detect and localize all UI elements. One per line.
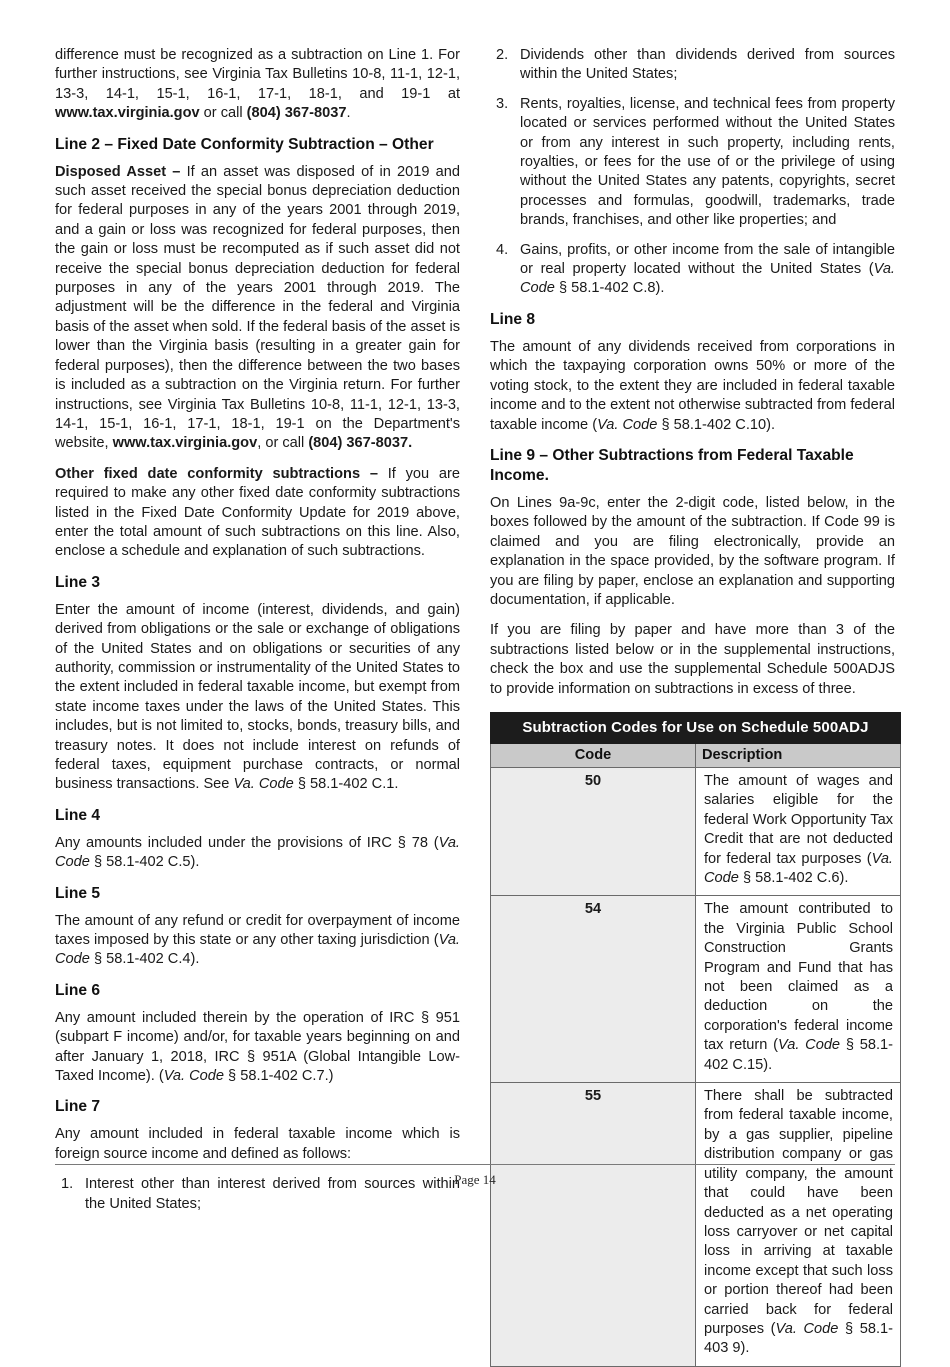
line8-va-code: Va. Code xyxy=(597,416,658,433)
line3-text-a: Enter the amount of income (interest, dividends, and gain) derived from obligations or the sale or exchange of obligations of the United States and on obligations or securities of any authority, commission or instrumentality of the United States to the extent included in federal taxable income, but exempt from state income taxes under the laws of the United States. This includes, but is not limited to, stocks, bonds, treasury bills, and treasury notes. It does not include interest on refunds of federal taxes, equipment purchase contracts, or normal business transactions. See xyxy=(55,601,460,793)
table-row xyxy=(491,767,901,895)
line4-va-code: Va. Code xyxy=(55,834,460,871)
desc-text-b: § 58.1-402 C.15). xyxy=(704,1037,893,1073)
line8-text-a: The amount of any dividends received from corporations in which the taxpaying corporation owns 50% or more of the voting stock, to the extent they are included in federal taxable income and to the extent not otherwise subtracted from federal taxable income ( xyxy=(490,338,895,433)
line5-text-b: § 58.1-402 C.4). xyxy=(89,951,200,968)
column-header-description: Description xyxy=(696,743,901,767)
table-row xyxy=(491,1083,901,1367)
intro-text-1: difference must be recognized as a subtraction on Line 1. For further instructions, see Virginia Tax Bulletins 10-8, 11-1, 12-1, 13-3, 14-1, 15-1, 16-1, 17-1, 18-1, and 19-1 at xyxy=(55,47,460,102)
disposed-asset-label: Disposed Asset – xyxy=(55,163,187,180)
heading-line-5: Line 5 xyxy=(55,884,101,902)
cell-code: 54 xyxy=(491,896,696,1083)
list-item xyxy=(490,46,895,85)
paragraph-line-4 xyxy=(55,834,460,873)
cell-description xyxy=(696,1083,901,1367)
table-row xyxy=(491,896,901,1083)
heading-line-7: Line 7 xyxy=(55,1098,101,1116)
desc-va-code: Va. Code xyxy=(778,1037,841,1054)
cell-code: 55 xyxy=(491,1083,696,1367)
list-item-text-b: § 58.1-402 C.8). xyxy=(554,280,665,297)
desc-text-a: The amount of wages and salaries eligible for the federal Work Opportunity Tax Credit that are not deducted for federal tax purposes ( xyxy=(704,772,893,867)
heading-line-6: Line 6 xyxy=(55,981,101,999)
disposed-asset-text: If an asset was disposed of in 2019 and such asset received the special bonus depreciation deduction for federal purposes in any of the years 2001 through 2019, and a gain or loss was recognized for federal purposes, then the gain or loss must be recomputed as if such asset did not receive the special bonus depreciation deduction for federal purposes in any of the years 2001 through 2019. The adjustment will be the difference in the federal and Virginia basis of the asset when sold. If the federal basis of the asset is lower than the Virginia basis (resulting in a greater gain for federal purposes), then the difference between the two bases is included as a subtraction on the Virginia return. For further instructions, see Virginia Tax Bulletins 10-8, 11-1, 12-1, 13-3, 14-1, 15-1, 16-1, 17-1, 18-1, 19-1 on the Department's website, xyxy=(55,163,460,452)
cell-description xyxy=(696,896,901,1083)
heading-line-9: Line 9 – Other Subtractions from Federal Taxable Income. xyxy=(490,446,854,484)
column-header-code: Code xyxy=(491,743,696,767)
list-item xyxy=(490,95,895,231)
line8-text-b: § 58.1-402 C.10). xyxy=(657,416,776,433)
paragraph-intro xyxy=(55,46,460,124)
paragraph-line-7: Any amount included in federal taxable income which is foreign source income and defined as follows: xyxy=(55,1126,460,1162)
list-item-marker: 2. xyxy=(496,47,509,63)
cell-description xyxy=(696,767,901,895)
list-item xyxy=(490,241,895,299)
table-header-row xyxy=(491,743,901,767)
list-item-text: Interest other than interest derived from sources within the United States; xyxy=(85,1176,460,1212)
paragraph-disposed-asset xyxy=(55,163,460,454)
paragraph-line-9-second: If you are filing by paper and have more than 3 of the subtractions listed below or in the supplemental instructions, check the box and use the supplemental Schedule 500ADJS to provide information on subtractions in excess of three. xyxy=(490,622,895,697)
line6-va-code: Va. Code xyxy=(163,1068,224,1085)
list-item-text: Rents, royalties, license, and technical fees from property located or services performed without the United States or from any interest in such property, including rents, royalties, or fees for the use of or the privilege of using without the United States any patents, copyrights, secret processes and formulas, goodwill, trademarks, trade brands, franchises, and other like properties; and xyxy=(520,95,895,229)
line4-text-a: Any amounts included under the provisions of IRC § 78 ( xyxy=(55,834,439,851)
heading-line-4: Line 4 xyxy=(55,806,101,824)
desc-va-code: Va. Code xyxy=(775,1320,839,1337)
paragraph-line-3 xyxy=(55,601,460,795)
paragraph-line-9-first: On Lines 9a-9c, enter the 2-digit code, listed below, in the boxes followed by the amount of the subtraction. If Code 99 is claimed and you are filing electronically, provide an explanation in the space provided, by the software program. If you are filing by paper, enclose an explanation and supporting documentation, if applicable. xyxy=(490,494,895,608)
other-fdc-label: Other fixed date conformity subtractions – xyxy=(55,465,388,482)
cell-code: 50 xyxy=(491,767,696,895)
table-title-row xyxy=(491,712,901,743)
line4-text-b: § 58.1-402 C.5). xyxy=(89,854,200,871)
intro-text-mid: or call xyxy=(199,105,247,122)
table-title: Subtraction Codes for Use on Schedule 500ADJ xyxy=(491,712,901,743)
line3-va-code: Va. Code xyxy=(233,776,294,793)
list-item-marker: 4. xyxy=(496,241,509,258)
paragraph-other-fdc xyxy=(55,465,460,562)
disposed-asset-phone: (804) 367-8037. xyxy=(308,435,413,452)
list-item-va-code: Va. Code xyxy=(520,261,895,297)
list-item-marker: 3. xyxy=(496,95,509,112)
intro-text-end: . xyxy=(346,105,351,122)
desc-text-a: There shall be subtracted from federal taxable income, by a gas supplier, pipeline distribution company or gas utility company, the amount that could have been deducted as a net operating loss carryover or net capital loss in arriving at taxable income except that such loss or portion thereof had been carried back for federal purposes ( xyxy=(704,1088,893,1337)
page-footer xyxy=(55,1164,895,1188)
intro-phone: (804) 367-8037 xyxy=(246,105,347,122)
intro-website: www.tax.virginia.gov xyxy=(55,105,200,122)
page-number: Page 14 xyxy=(454,1172,496,1187)
line3-text-b: § 58.1-402 C.1. xyxy=(293,776,399,793)
desc-text-a: The amount contributed to the Virginia Public School Construction Grants Program and Fund that has not been claimed as a deduction on the corporation's federal income tax return ( xyxy=(704,901,893,1054)
list-item-text: Dividends other than dividends derived from sources within the United States; xyxy=(520,47,895,83)
line6-text-b: § 58.1-402 C.7.) xyxy=(224,1068,334,1085)
desc-va-code: Va. Code xyxy=(704,850,893,886)
line6-text-a: Any amount included therein by the operation of IRC § 951 (subpart F income) and/or, for taxable years beginning on and after January 1, 2018, IRC § 951A (Global Intangible Low-Taxed Income). ( xyxy=(55,1009,460,1085)
paragraph-line-6 xyxy=(55,1009,460,1087)
list-item-text-a: Gains, profits, or other income from the sale of intangible or real property located without the United States ( xyxy=(520,241,895,278)
other-fdc-text: If you are required to make any other fixed date conformity subtractions listed in the Fixed Date Conformity Update for 2019 above, enter the total amount of such subtractions on this line. Also, enclose a schedule and explanation of such subtractions. xyxy=(55,465,460,560)
desc-text-b: § 58.1-403 9). xyxy=(704,1320,893,1357)
heading-line-2: Line 2 – Fixed Date Conformity Subtraction – Other xyxy=(55,135,434,153)
list-item-marker: 1. xyxy=(61,1176,74,1193)
paragraph-line-5 xyxy=(55,912,460,970)
subtraction-codes-table xyxy=(490,712,901,1367)
paragraph-line-8 xyxy=(490,338,895,435)
line5-va-code: Va. Code xyxy=(55,932,460,968)
disposed-asset-mid: , or call xyxy=(257,435,309,452)
footer-divider xyxy=(55,1164,895,1165)
heading-line-3: Line 3 xyxy=(55,573,101,591)
desc-text-b: § 58.1-402 C.6). xyxy=(738,870,849,886)
heading-line-8: Line 8 xyxy=(490,310,536,328)
line5-text-a: The amount of any refund or credit for overpayment of income taxes imposed by this state or any other taxing jurisdiction ( xyxy=(55,912,460,949)
foreign-source-list-right xyxy=(490,46,895,299)
disposed-asset-website: www.tax.virginia.gov xyxy=(112,435,258,452)
